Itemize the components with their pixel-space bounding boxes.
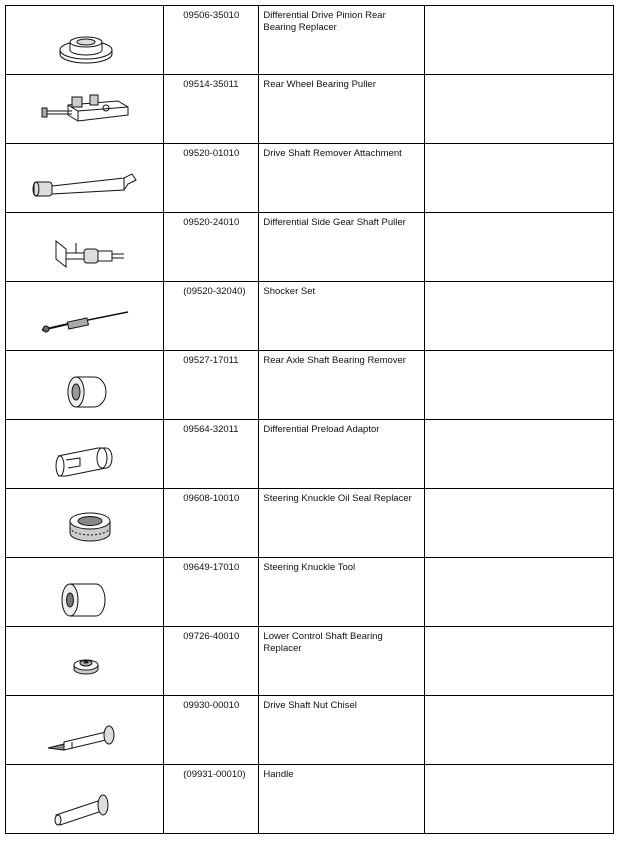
- part-number-cell: [164, 351, 259, 420]
- part-number: (09931-00010): [183, 769, 246, 780]
- tool-illustration-cell: [6, 144, 164, 213]
- part-number: 09506-35010: [183, 10, 240, 21]
- part-number-cell: [164, 213, 259, 282]
- part-number: 09608-10010: [183, 493, 240, 504]
- tool-name-cell: [259, 696, 424, 765]
- table-row: [6, 696, 614, 765]
- tool-name: Lower Control Shaft Bearing Replacer: [263, 631, 383, 654]
- notes-cell: [424, 489, 613, 558]
- part-number: 09520-01010: [183, 148, 240, 159]
- tool-illustration-cell: [6, 282, 164, 351]
- control-shaft-replacer-icon: [6, 627, 163, 695]
- wheel-bearing-puller-icon: [6, 75, 163, 143]
- part-number-cell: [164, 6, 259, 75]
- tool-name-cell: [259, 213, 424, 282]
- part-number-cell: [164, 765, 259, 834]
- table-row: [6, 765, 614, 834]
- tool-name-cell: [259, 6, 424, 75]
- tool-name-cell: [259, 144, 424, 213]
- tool-name: Differential Side Gear Shaft Puller: [263, 217, 406, 228]
- tool-name-cell: [259, 75, 424, 144]
- table-row: [6, 75, 614, 144]
- knuckle-tool-icon: [6, 558, 163, 626]
- tool-name: Handle: [263, 769, 294, 780]
- tool-illustration-cell: [6, 351, 164, 420]
- tool-name: Differential Preload Adaptor: [263, 424, 380, 435]
- shocker-set-icon: [6, 282, 163, 350]
- part-number-cell: [164, 420, 259, 489]
- bearing-replacer-icon: [6, 6, 163, 74]
- notes-cell: [424, 627, 613, 696]
- table-row: [6, 627, 614, 696]
- notes-cell: [424, 696, 613, 765]
- part-number-cell: [164, 558, 259, 627]
- part-number-cell: [164, 489, 259, 558]
- tool-illustration-cell: [6, 765, 164, 834]
- part-number: 09726-40010: [183, 631, 240, 642]
- oil-seal-replacer-icon: [6, 489, 163, 557]
- table-row: [6, 213, 614, 282]
- notes-cell: [424, 765, 613, 834]
- tool-name-cell: [259, 627, 424, 696]
- tool-name: Differential Drive Pinion Rear Bearing Replacer: [263, 10, 386, 33]
- preload-adaptor-icon: [6, 420, 163, 488]
- nut-chisel-icon: [6, 696, 163, 764]
- table-row: [6, 282, 614, 351]
- tool-name: Drive Shaft Remover Attachment: [263, 148, 402, 159]
- notes-cell: [424, 282, 613, 351]
- tool-name: Rear Wheel Bearing Puller: [263, 79, 376, 90]
- tool-illustration-cell: [6, 558, 164, 627]
- tool-name-cell: [259, 282, 424, 351]
- part-number-cell: [164, 696, 259, 765]
- bearing-remover-icon: [6, 351, 163, 419]
- table-row: [6, 6, 614, 75]
- tool-name: Steering Knuckle Tool: [263, 562, 356, 573]
- part-number: (09520-32040): [183, 286, 246, 297]
- notes-cell: [424, 351, 613, 420]
- notes-cell: [424, 420, 613, 489]
- part-number: 09649-17010: [183, 562, 240, 573]
- tool-name: Steering Knuckle Oil Seal Replacer: [263, 493, 412, 504]
- tool-illustration-cell: [6, 696, 164, 765]
- tool-name-cell: [259, 558, 424, 627]
- table-row: [6, 420, 614, 489]
- table-row: [6, 144, 614, 213]
- special-tools-table: [5, 5, 614, 834]
- tool-name-cell: [259, 351, 424, 420]
- remover-attachment-icon: [6, 144, 163, 212]
- tool-name: Drive Shaft Nut Chisel: [263, 700, 357, 711]
- part-number: 09527-17011: [183, 355, 239, 366]
- tool-name-cell: [259, 420, 424, 489]
- table-row: [6, 558, 614, 627]
- notes-cell: [424, 6, 613, 75]
- table-row: [6, 351, 614, 420]
- gear-shaft-puller-icon: [6, 213, 163, 281]
- notes-cell: [424, 213, 613, 282]
- tool-illustration-cell: [6, 213, 164, 282]
- tool-illustration-cell: [6, 489, 164, 558]
- part-number: 09514-35011: [183, 79, 239, 90]
- tool-name-cell: [259, 489, 424, 558]
- tool-name: Rear Axle Shaft Bearing Remover: [263, 355, 406, 366]
- handle-icon: [6, 765, 163, 833]
- tool-name-cell: [259, 765, 424, 834]
- tool-illustration-cell: [6, 6, 164, 75]
- table-row: [6, 489, 614, 558]
- tool-name: Shocker Set: [263, 286, 316, 297]
- tool-illustration-cell: [6, 75, 164, 144]
- part-number: 09520-24010: [183, 217, 240, 228]
- notes-cell: [424, 558, 613, 627]
- part-number: 09564-32011: [183, 424, 239, 435]
- part-number-cell: [164, 282, 259, 351]
- part-number-cell: [164, 627, 259, 696]
- part-number-cell: [164, 144, 259, 213]
- tool-illustration-cell: [6, 627, 164, 696]
- tool-illustration-cell: [6, 420, 164, 489]
- part-number-cell: [164, 75, 259, 144]
- part-number: 09930-00010: [183, 700, 240, 711]
- notes-cell: [424, 75, 613, 144]
- notes-cell: [424, 144, 613, 213]
